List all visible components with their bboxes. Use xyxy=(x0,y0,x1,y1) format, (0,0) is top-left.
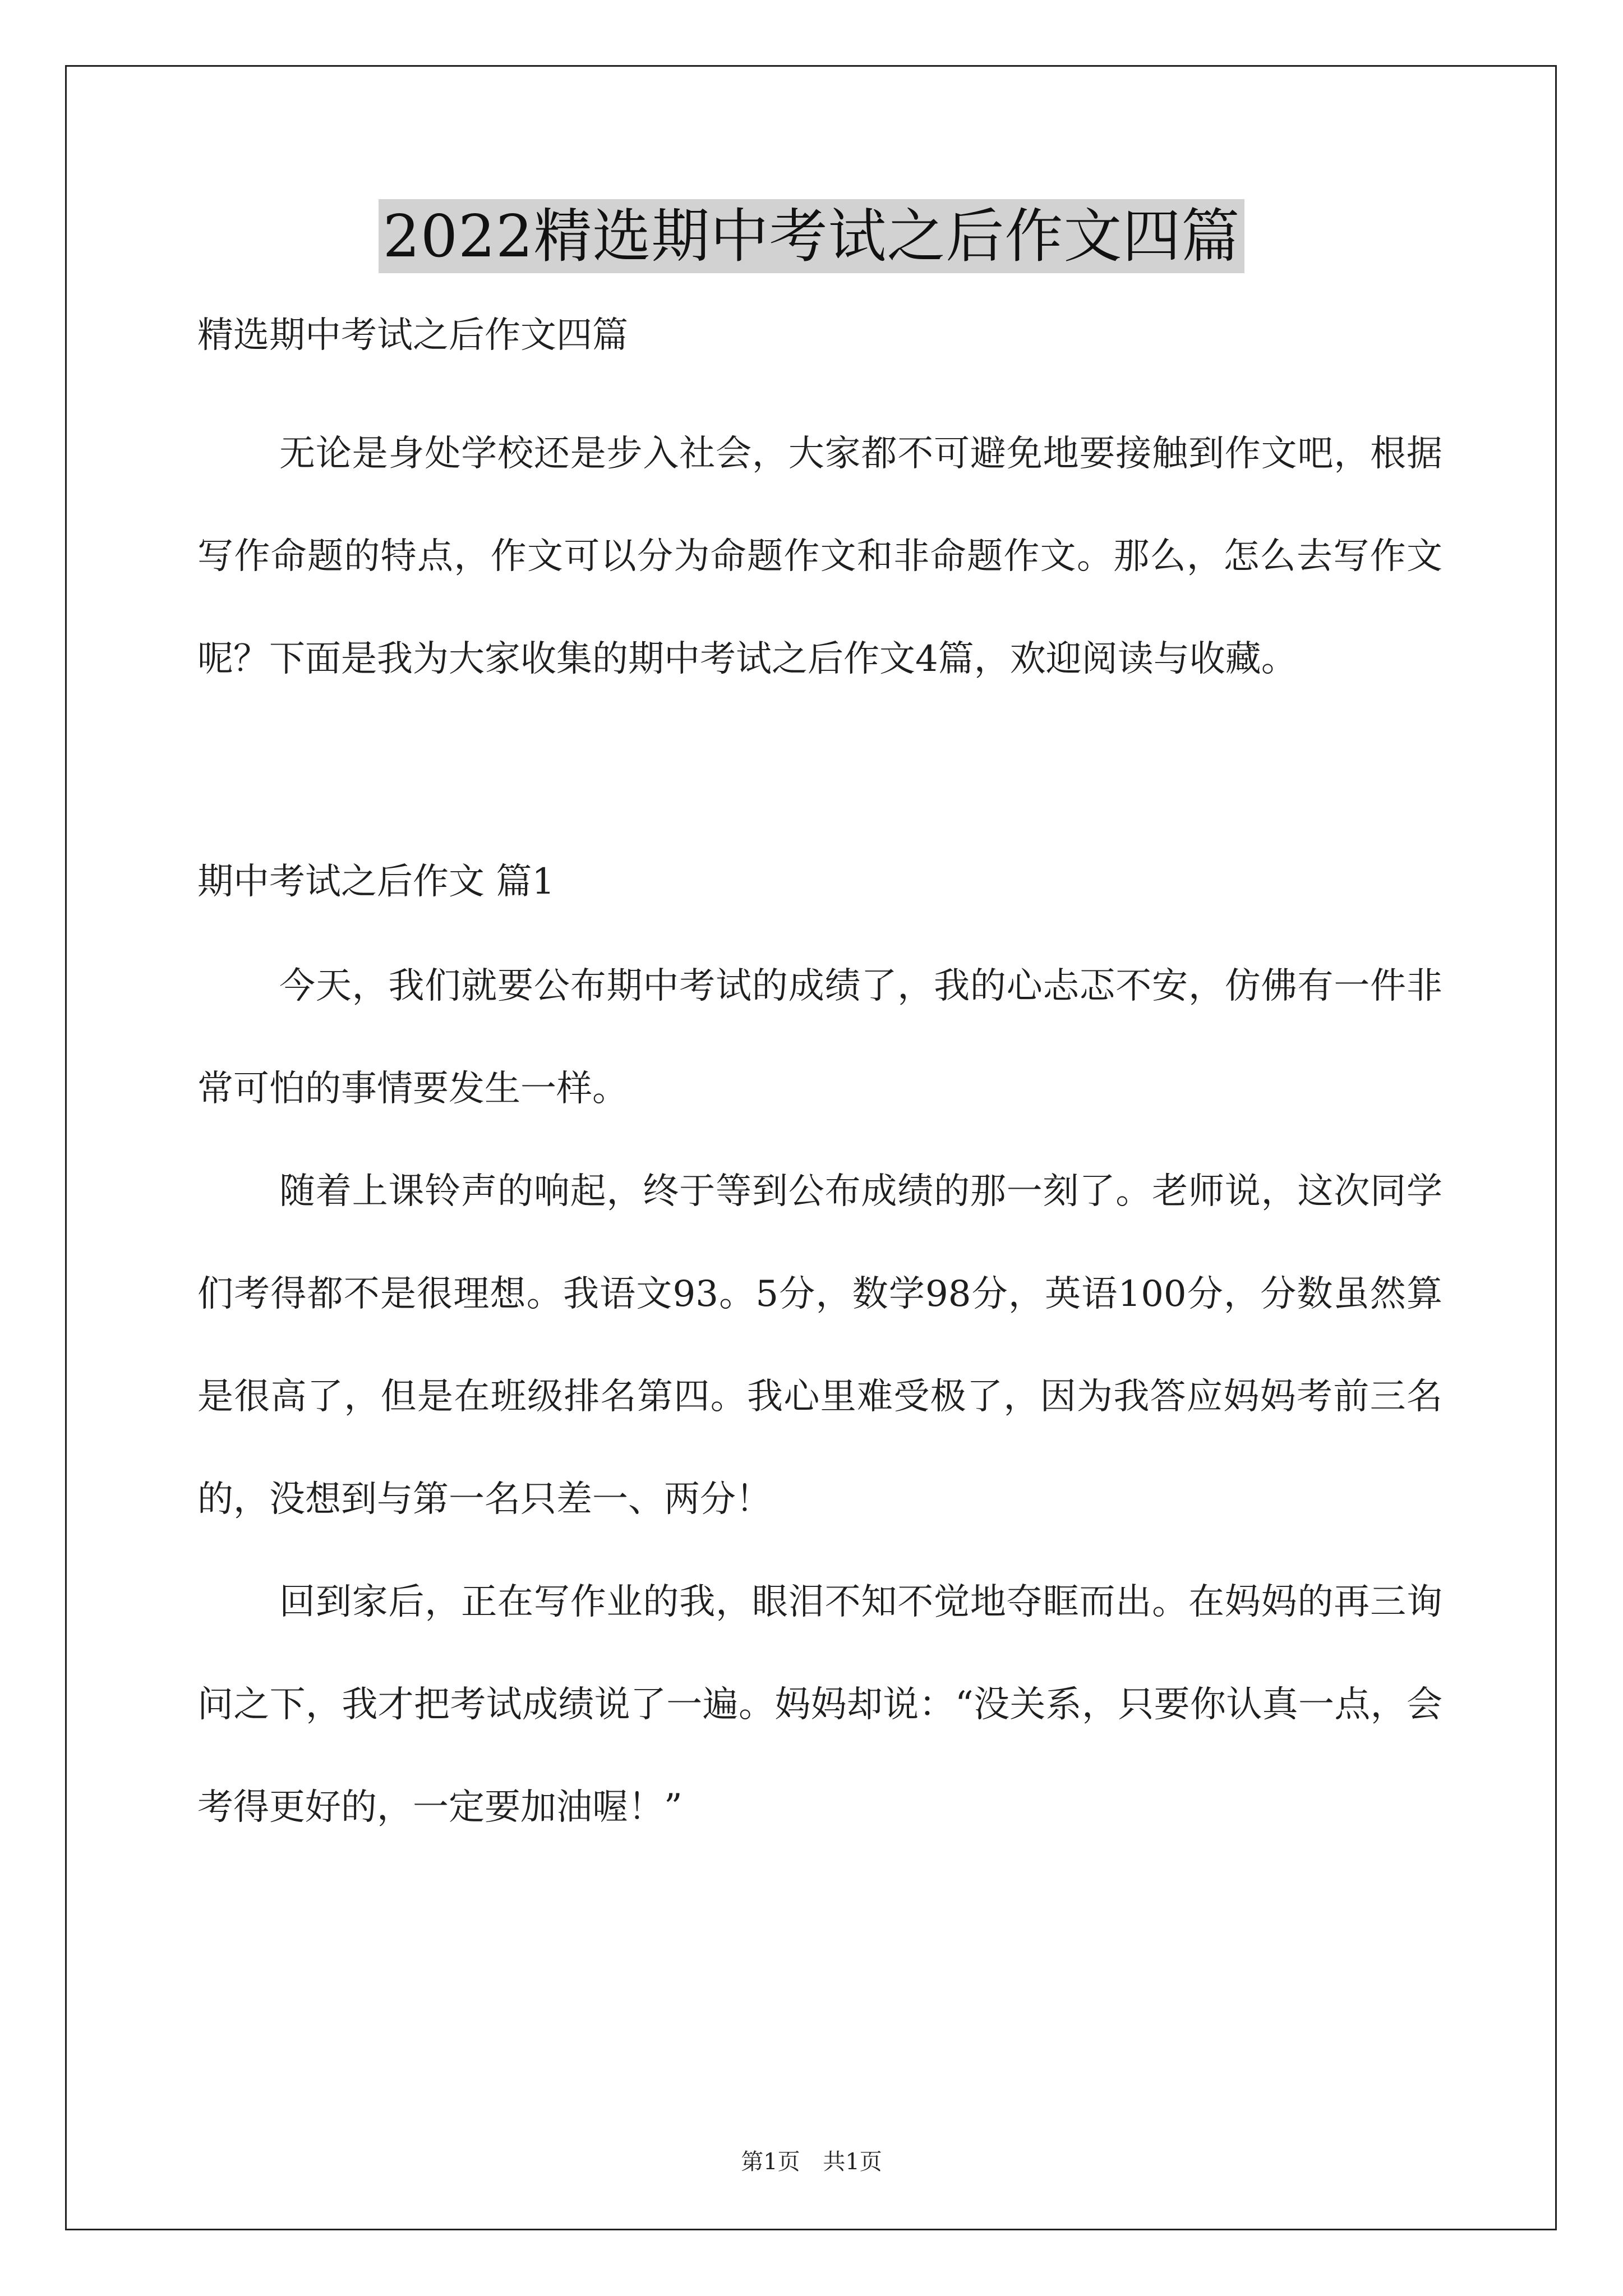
body-paragraph: 今天，我们就要公布期中考试的成绩了，我的心忐忑不安，仿佛有一件非常可怕的事情要发生一样。 xyxy=(197,965,1442,1110)
document-title: 2022精选期中考试之后作文四篇 xyxy=(379,199,1245,273)
document-subtitle: 精选期中考试之后作文四篇 xyxy=(197,315,628,356)
document-body xyxy=(197,307,1442,1859)
page-total: 共1页 xyxy=(823,2149,882,2175)
body-paragraph: 随着上课铃声的响起，终于等到公布成绩的那一刻了。老师说，这次同学们考得都不是很理想。我语文93。5分，数学98分，英语100分，分数虽然算是很高了，但是在班级排名第四。我心里难受极了，因为我答应妈妈考前三名的，没想到与第一名只差一、两分！ xyxy=(197,1171,1442,1520)
body-paragraph: 回到家后，正在写作业的我，眼泪不知不觉地夺眶而出。在妈妈的再三询问之下，我才把考试成绩说了一遍。妈妈却说：“没关系，只要你认真一点，会考得更好的，一定要加油喔！” xyxy=(197,1581,1442,1828)
page-number: 第1页 xyxy=(741,2149,800,2175)
section-heading: 期中考试之后作文 篇1 xyxy=(197,861,555,903)
intro-paragraph: 无论是身处学校还是步入社会，大家都不可避免地要接触到作文吧，根据写作命题的特点，作文可以分为命题作文和非命题作文。那么，怎么去写作文呢？下面是我为大家收集的期中考试之后作文4篇，欢迎阅读与收藏。 xyxy=(197,433,1442,680)
title-container xyxy=(0,199,1623,273)
page-footer xyxy=(0,2144,1623,2176)
